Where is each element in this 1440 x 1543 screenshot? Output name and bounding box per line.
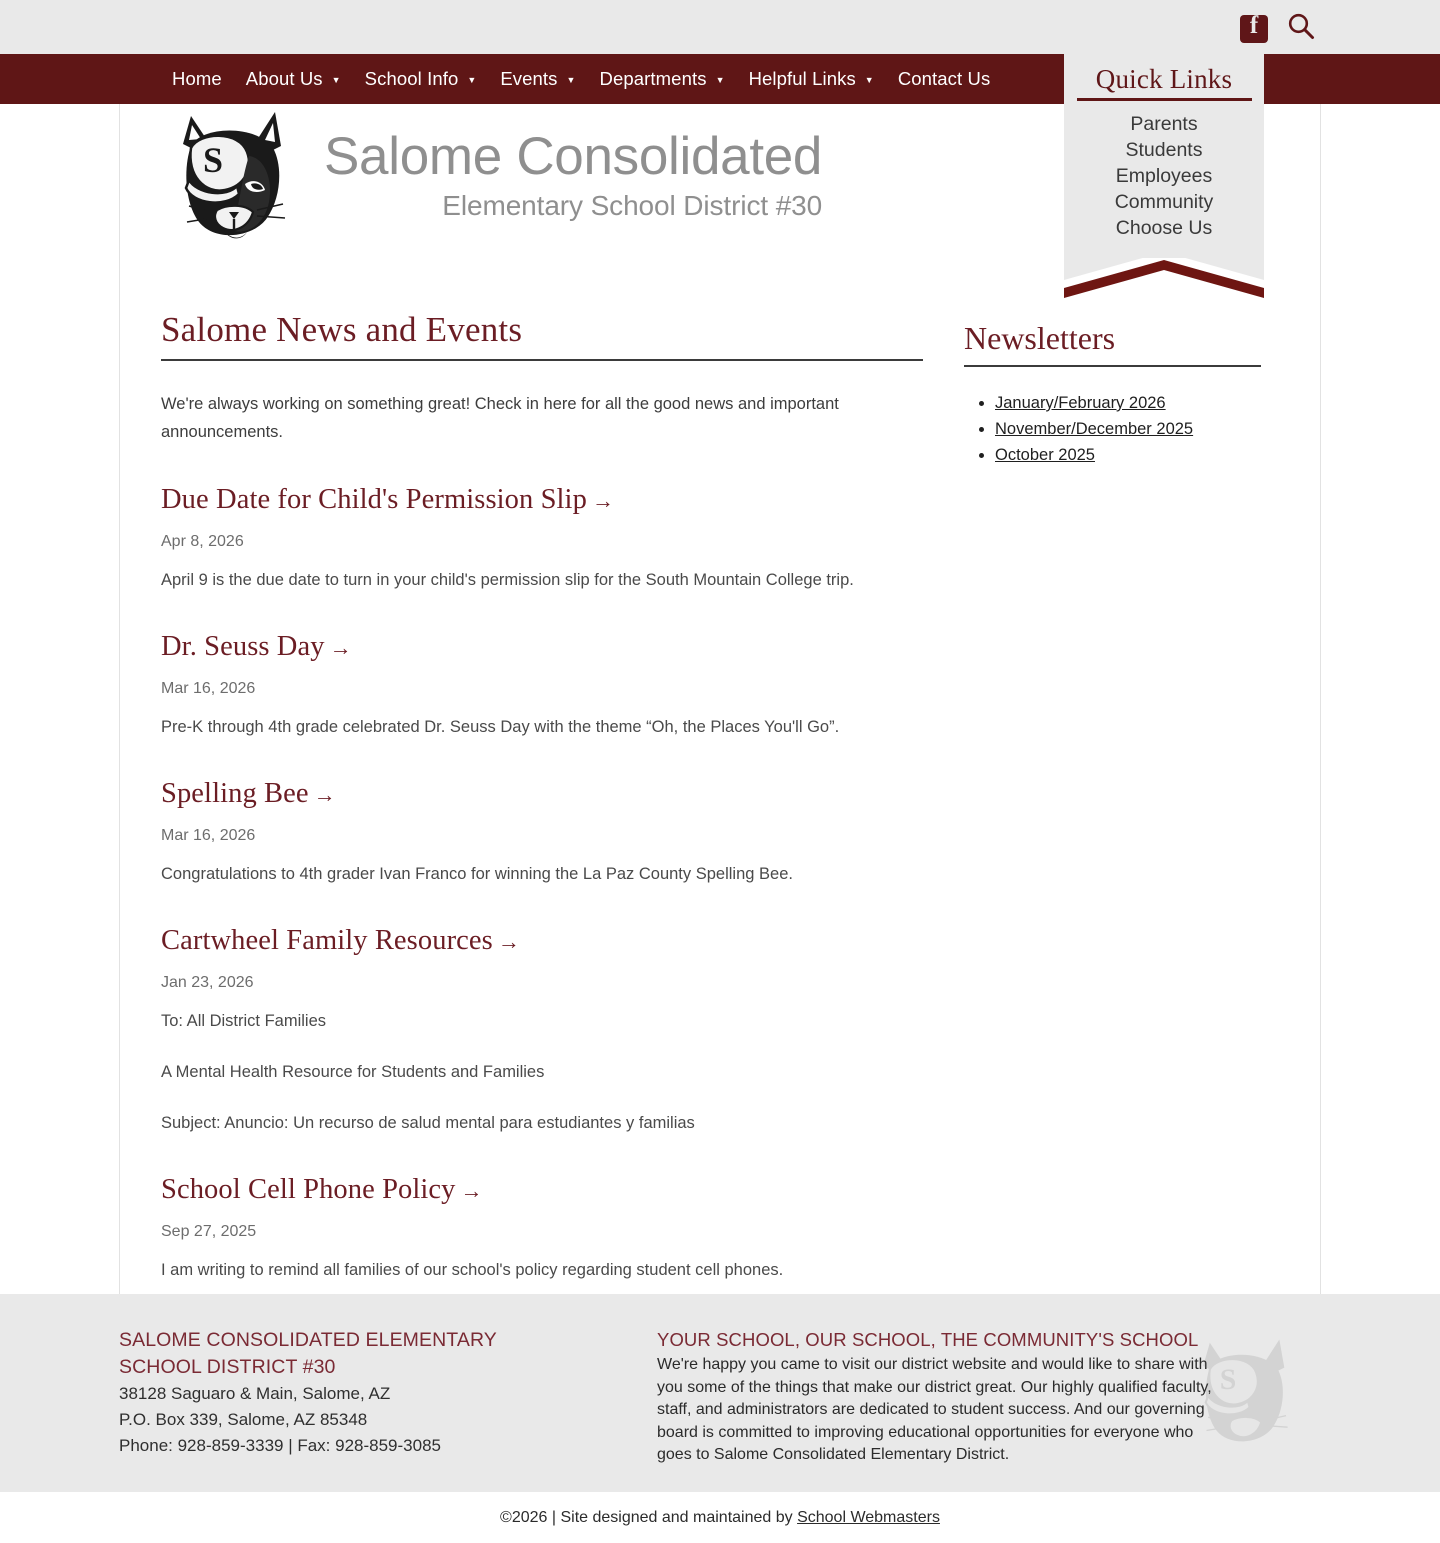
quick-link-community[interactable]: Community	[1114, 191, 1214, 213]
svg-text:S: S	[1219, 1363, 1237, 1397]
footer-po-box: P.O. Box 339, Salome, AZ 85348	[119, 1410, 368, 1429]
nav-label: About Us	[245, 68, 323, 89]
news-item	[161, 925, 923, 1136]
site-title-block	[306, 106, 822, 222]
news-title-link[interactable]	[161, 631, 352, 663]
list-item	[995, 416, 1264, 442]
school-webmasters-link[interactable]: School Webmasters	[797, 1508, 940, 1526]
news-item	[161, 484, 923, 593]
nav-label: Events	[500, 68, 558, 89]
ribbon-notch	[1064, 258, 1264, 306]
site-masthead	[161, 106, 822, 251]
news-body: To: All District Families	[161, 1012, 327, 1030]
svg-text:S: S	[202, 140, 224, 180]
footer-phone-fax: Phone: 928-859-3339 | Fax: 928-859-3085	[119, 1436, 441, 1455]
news-date: Mar 16, 2026	[161, 827, 256, 844]
news-title-link[interactable]	[161, 778, 336, 810]
news-body: A Mental Health Resource for Students and Families	[161, 1063, 545, 1081]
arrow-right-icon: →	[497, 929, 520, 954]
quick-link-students[interactable]: Students	[1125, 139, 1203, 161]
sidebar-divider	[964, 365, 1261, 367]
nav-item-events[interactable]	[488, 54, 587, 104]
newsletter-link[interactable]: November/December 2025	[995, 420, 1194, 438]
news-date: Jan 23, 2026	[161, 974, 254, 991]
newsletter-link[interactable]: January/February 2026	[995, 394, 1166, 412]
news-item	[161, 631, 923, 740]
nav-item-departments[interactable]	[588, 54, 737, 104]
footer-district-name-line2: SCHOOL DISTRICT #30	[119, 1356, 336, 1378]
section-intro-text: We're always working on something great! Check in here for all the good news and important announcements.	[161, 395, 839, 441]
news-title-text: Spelling Bee	[161, 778, 309, 809]
copyright-prefix: ©2026 | Site designed and maintained by	[500, 1508, 798, 1526]
quick-link-parents[interactable]: Parents	[1130, 113, 1198, 135]
sidebar-title: Newsletters	[964, 320, 1116, 356]
news-body: I am writing to remind all families of our school's policy regarding student cell phones.	[161, 1261, 784, 1279]
bobcat-mascot-logo[interactable]	[161, 106, 306, 251]
list-item	[995, 390, 1264, 416]
arrow-right-icon: →	[460, 1178, 483, 1203]
news-body: Subject: Anuncio: Un recurso de salud mental para estudiantes y familias	[161, 1114, 695, 1132]
nav-label: Contact Us	[897, 68, 991, 89]
sidebar-column	[964, 320, 1264, 468]
section-title: Salome News and Events	[161, 310, 523, 349]
quick-links-ribbon	[1064, 54, 1264, 304]
page-subtitle: Elementary School District #30	[442, 190, 823, 221]
arrow-right-icon: →	[329, 635, 352, 660]
news-date: Sep 27, 2025	[161, 1223, 257, 1240]
nav-label: Helpful Links	[748, 68, 856, 89]
nav-item-contact-us[interactable]	[886, 54, 1003, 104]
newsletter-link[interactable]: October 2025	[995, 446, 1095, 464]
news-column	[161, 310, 923, 1283]
news-title-link[interactable]	[161, 925, 520, 957]
nav-item-school-info[interactable]	[353, 54, 489, 104]
footer-address: 38128 Saguaro & Main, Salome, AZ	[119, 1384, 391, 1403]
footer-contact-block	[119, 1327, 619, 1459]
chevron-down-icon: ▼	[864, 74, 874, 85]
nav-item-home[interactable]	[160, 54, 234, 104]
news-body: Congratulations to 4th grader Ivan Franco for winning the La Paz County Spelling Bee.	[161, 865, 793, 883]
news-date: Mar 16, 2026	[161, 680, 256, 697]
news-item	[161, 778, 923, 887]
news-title-text: Due Date for Child's Permission Slip	[161, 484, 587, 515]
news-body: April 9 is the due date to turn in your child's permission slip for the South Mountain College trip.	[161, 571, 854, 589]
arrow-right-icon: →	[313, 782, 336, 807]
quick-link-choose-us[interactable]: Choose Us	[1115, 217, 1213, 239]
quick-links-title: Quick Links	[1095, 64, 1233, 94]
nav-label: School Info	[364, 68, 459, 89]
nav-item-list	[160, 54, 1002, 104]
news-date: Apr 8, 2026	[161, 533, 244, 550]
news-title-link[interactable]	[161, 484, 614, 516]
copyright-text	[500, 1509, 940, 1527]
footer-description: We're happy you came to visit our district website and would like to share with you some of the things that make our district great. Our highly qualified faculty, staff, and administrators are dedicated to student success. And our governing board is committed to improving educational opportunities for everyone who goes to Salome Consolidated Elementary District.	[657, 1356, 1212, 1463]
quick-link-employees[interactable]: Employees	[1115, 165, 1213, 187]
news-item	[161, 1174, 923, 1283]
arrow-right-icon: →	[591, 488, 615, 513]
newsletter-list	[964, 390, 1264, 468]
footer-about-block	[657, 1327, 1217, 1467]
social-search-icons	[1240, 11, 1316, 46]
top-utility-bar	[0, 0, 1440, 54]
section-divider	[161, 359, 923, 361]
chevron-down-icon: ▼	[566, 74, 576, 85]
copyright-bar	[0, 1492, 1440, 1543]
news-title-link[interactable]	[161, 1174, 483, 1206]
nav-label: Departments	[599, 68, 707, 89]
news-title-text: Cartwheel Family Resources	[161, 925, 493, 956]
facebook-icon[interactable]	[1240, 15, 1268, 43]
bobcat-mascot-watermark	[1185, 1322, 1305, 1467]
site-footer	[0, 1294, 1440, 1492]
nav-item-helpful-links[interactable]	[737, 54, 886, 104]
quick-links-list	[1064, 101, 1264, 241]
list-item	[995, 442, 1264, 468]
chevron-down-icon: ▼	[715, 74, 725, 85]
footer-slogan: YOUR SCHOOL, OUR SCHOOL, THE COMMUNITY'S SCHOOL	[657, 1329, 1199, 1350]
news-title-text: School Cell Phone Policy	[161, 1174, 456, 1205]
nav-label: Home	[172, 68, 222, 89]
news-body: Pre-K through 4th grade celebrated Dr. Seuss Day with the theme “Oh, the Places You'll Go”.	[161, 718, 840, 736]
footer-district-name-line1: SALOME CONSOLIDATED ELEMENTARY	[119, 1329, 497, 1351]
nav-item-about-us[interactable]	[234, 54, 353, 104]
page-title: Salome Consolidated	[324, 127, 823, 186]
search-icon[interactable]	[1286, 11, 1316, 46]
news-title-text: Dr. Seuss Day	[161, 631, 325, 662]
chevron-down-icon: ▼	[467, 74, 477, 85]
chevron-down-icon: ▼	[331, 74, 341, 85]
